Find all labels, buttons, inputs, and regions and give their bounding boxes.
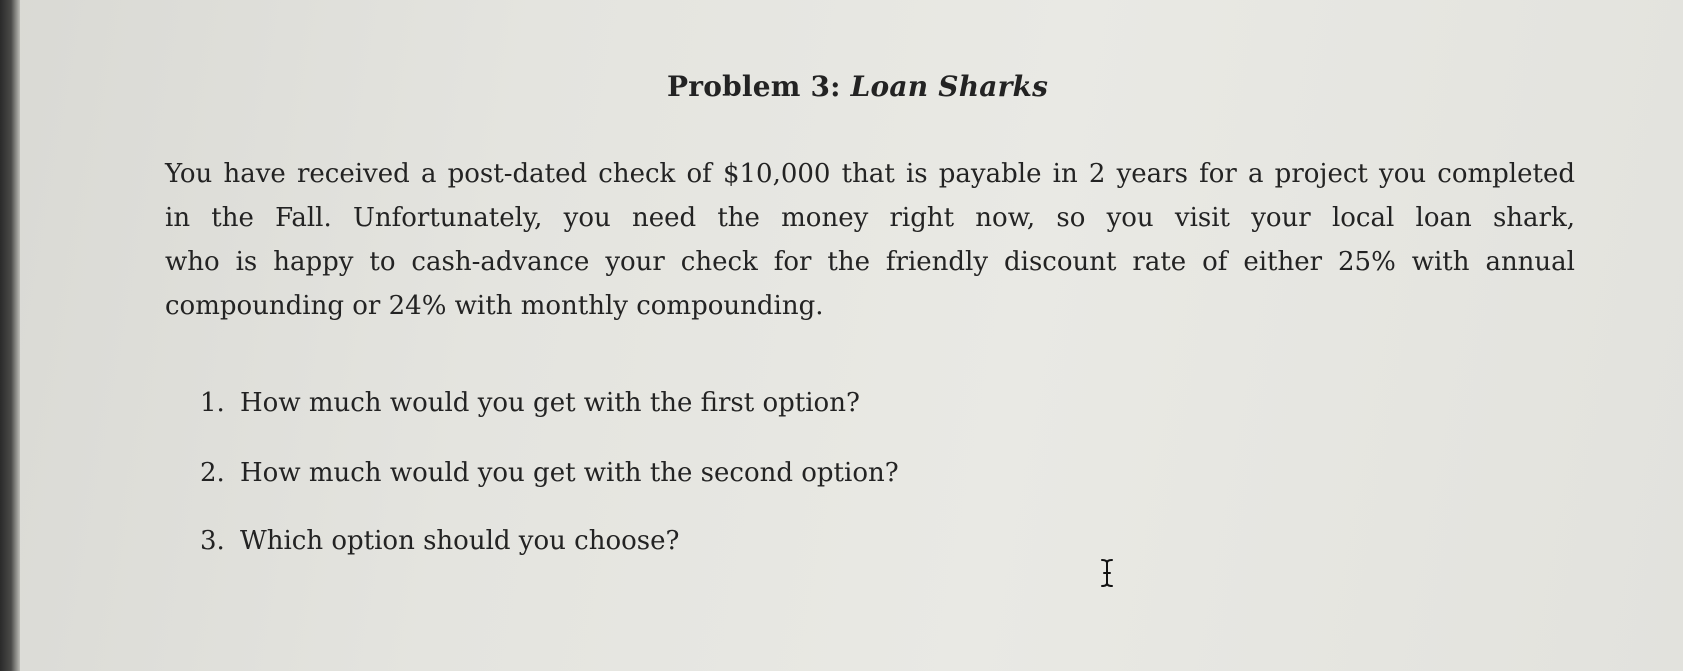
- problem-title: [667, 70, 1048, 103]
- question-text: How much would you get with the first option?: [240, 388, 860, 418]
- problem-name: Loan Sharks: [850, 70, 1049, 103]
- statement-line: compounding or 24% with monthly compounding.: [165, 291, 824, 321]
- text-cursor-icon: [1100, 558, 1114, 588]
- question-number: 1.: [200, 388, 225, 418]
- statement-line: who is happy to cash-advance your check for the friendly discount rate of either 25% with annual: [165, 247, 1575, 277]
- statement-line: in the Fall. Unfortunately, you need the money right now, so you visit your local loan shark,: [165, 203, 1575, 233]
- question-text: Which option should you choose?: [240, 526, 680, 556]
- problem-label: Problem 3:: [667, 70, 841, 103]
- question-item: [200, 388, 860, 418]
- question-number: 3.: [200, 526, 225, 556]
- document-page: [20, 0, 1683, 671]
- question-item: [200, 458, 899, 488]
- page-edge-shadow: [0, 0, 20, 671]
- question-number: 2.: [200, 458, 225, 488]
- question-text: How much would you get with the second option?: [240, 458, 899, 488]
- question-item: [200, 526, 679, 556]
- problem-statement: [165, 152, 1575, 328]
- statement-line: You have received a post-dated check of $10,000 that is payable in 2 years for a project you completed: [165, 159, 1575, 189]
